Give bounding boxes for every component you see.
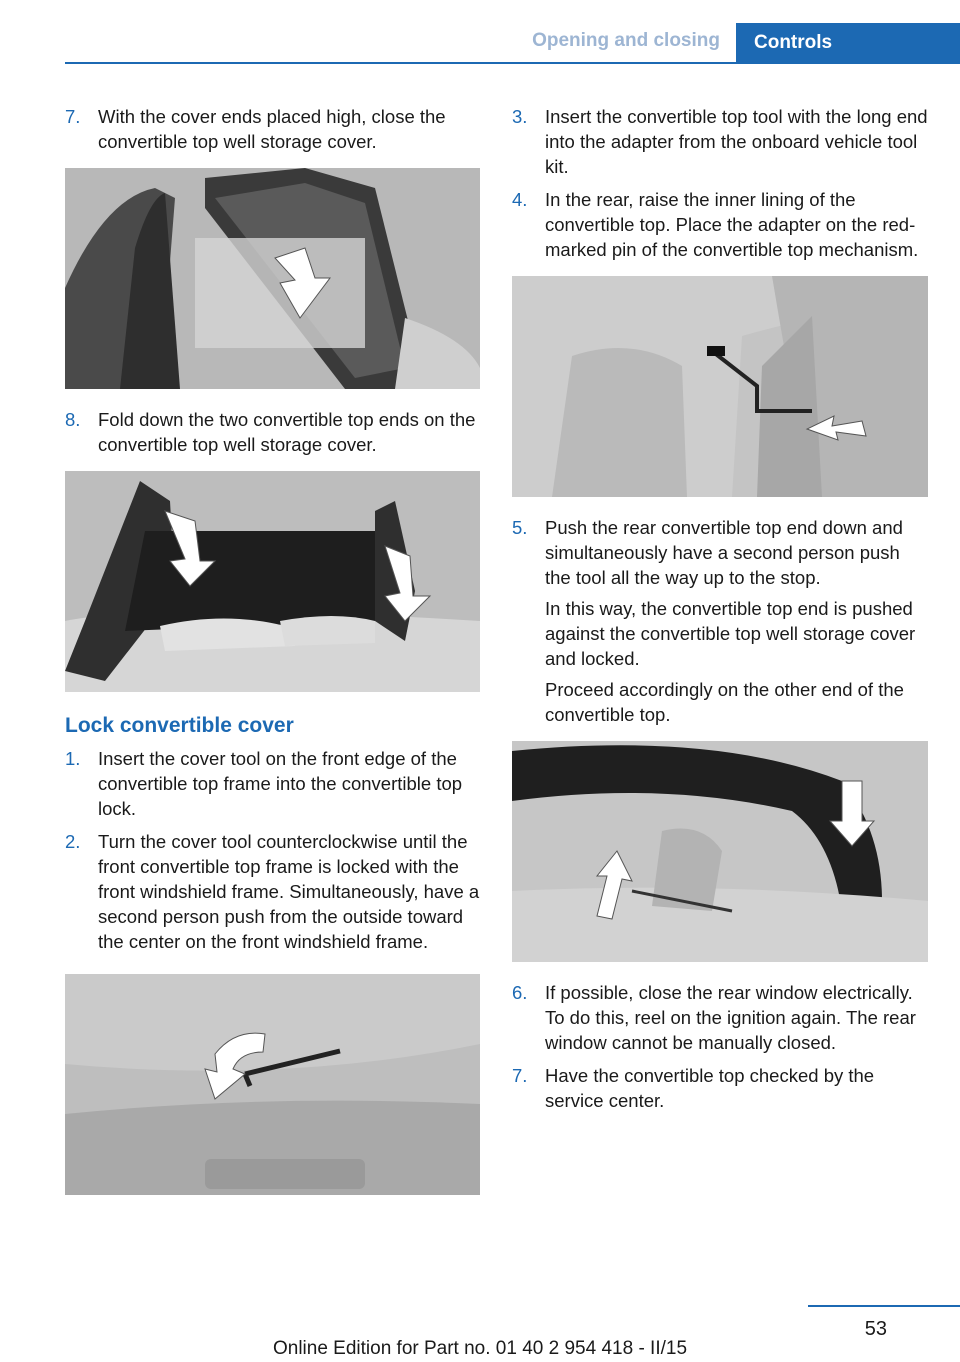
step-number: 3.	[512, 106, 528, 127]
step-7-right	[512, 1063, 928, 1113]
step-number: 6.	[512, 982, 528, 1003]
step-1-left	[65, 746, 480, 821]
step-5-right	[512, 515, 928, 727]
step-number: 1.	[65, 748, 81, 769]
step-text: If possible, close the rear window electrically. To do this, reel on the ignition again. The rear window cannot be manually closed.	[545, 982, 916, 1053]
step-text: With the cover ends placed high, close the convertible top well storage cover.	[98, 106, 446, 152]
illustration-fold-top-ends	[65, 471, 480, 692]
step-7-left	[65, 104, 480, 154]
step-text: Insert the cover tool on the front edge of the convertible top frame into the convertible top lock.	[98, 748, 463, 819]
left-column	[65, 104, 480, 1213]
step-number: 8.	[65, 409, 81, 430]
step-3-right	[512, 104, 928, 179]
step-text-continued: Proceed accordingly on the other end of the convertible top.	[545, 679, 904, 725]
step-number: 7.	[512, 1065, 528, 1086]
step-text: Insert the convertible top tool with the long end into the adapter from the onboard vehicle tool kit.	[545, 106, 928, 177]
illustration-push-top-end	[512, 741, 928, 962]
step-2-left	[65, 829, 480, 954]
illustration-close-storage-cover	[65, 168, 480, 389]
footer-rule	[808, 1305, 960, 1307]
step-6-right	[512, 980, 928, 1055]
step-number: 7.	[65, 106, 81, 127]
step-number: 2.	[65, 831, 81, 852]
header-rule	[65, 62, 960, 64]
page-number: 53	[864, 1318, 887, 1340]
step-number: 5.	[512, 517, 528, 538]
header-chapter-tab[interactable]: Controls	[736, 23, 960, 64]
step-4-right	[512, 187, 928, 262]
edition-line: Online Edition for Part no. 01 40 2 954 418 - II/15	[272, 1338, 688, 1359]
step-text: Fold down the two convertible top ends on the convertible top well storage cover.	[98, 409, 476, 455]
step-text: In the rear, raise the inner lining of the convertible top. Place the adapter on the red-marked pin of the convertible top mechanism.	[545, 189, 919, 260]
illustration-turn-cover-tool	[65, 974, 480, 1195]
step-text: Turn the cover tool counterclockwise until the front convertible top frame is locked with the front windshield frame. Simultaneously, have a second person push from the outside toward the center on the front windshield frame.	[98, 831, 480, 952]
step-8-left	[65, 407, 480, 457]
step-text: Push the rear convertible top end down and simultaneously have a second person push the tool all the way up to the stop.	[545, 517, 903, 588]
step-text: Have the convertible top checked by the service center.	[545, 1065, 875, 1111]
step-text-continued: In this way, the convertible top end is pushed against the convertible top well storage cover and locked.	[545, 598, 916, 669]
header-section-title: Opening and closing	[532, 30, 720, 51]
illustration-place-adapter	[512, 276, 928, 497]
step-number: 4.	[512, 189, 528, 210]
section-title-lock-convertible-cover: Lock convertible cover	[65, 714, 294, 737]
right-column	[512, 104, 928, 1121]
